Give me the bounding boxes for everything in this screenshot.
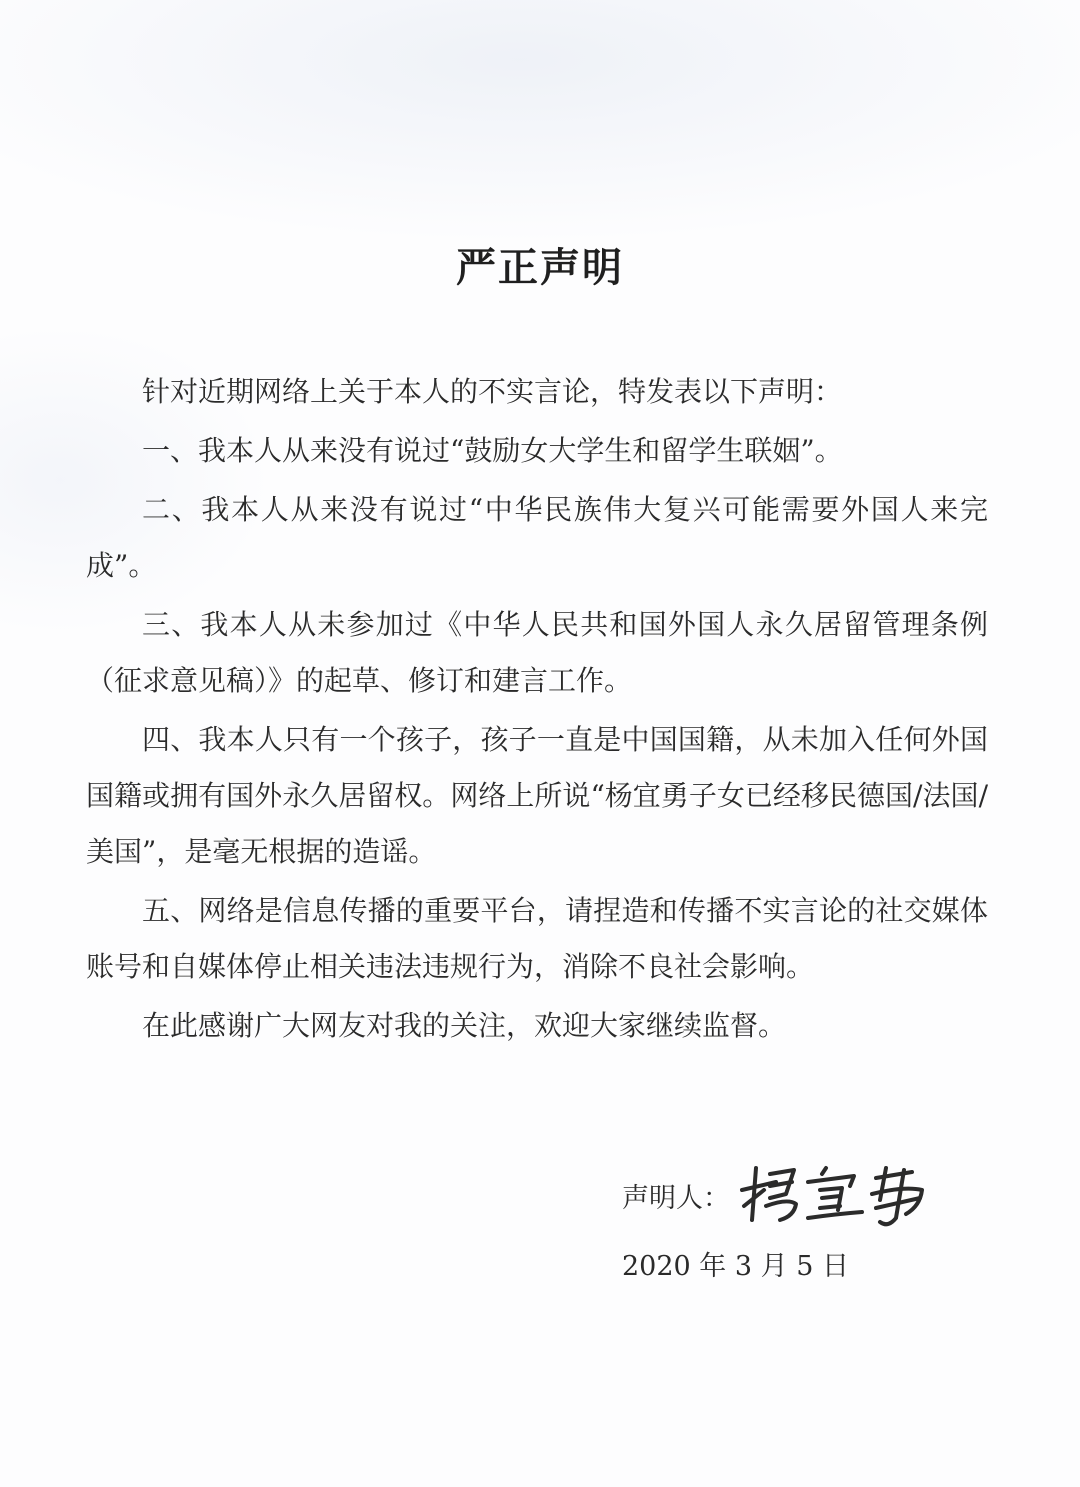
clause-1-paragraph: 一、我本人从来没有说过“鼓励女大学生和留学生联姻”。 [142, 434, 843, 467]
statement-date: 2020 年 3 月 5 日 [622, 1251, 849, 1282]
document-title: 严正声明 [456, 245, 624, 291]
clause-4-paragraph: 四、我本人只有一个孩子，孩子一直是中国国籍，从未加入任何外国国籍或拥有国外永久居留权。网络上所说“杨宜勇子女已经移民德国/法国/美国”，是毫无根据的造谣。 [86, 723, 988, 868]
handwritten-signature [736, 1160, 936, 1230]
statement-body [86, 364, 988, 1057]
signature-block [622, 1160, 936, 1230]
closing-paragraph: 在此感谢广大网友对我的关注，欢迎大家继续监督。 [142, 1009, 787, 1042]
signer-label: 声明人： [622, 1182, 730, 1214]
intro-paragraph: 针对近期网络上关于本人的不实言论，特发表以下声明： [142, 375, 843, 408]
clause-3-paragraph: 三、我本人从未参加过《中华人民共和国外国人永久居留管理条例（征求意见稿）》的起草、修订和建言工作。 [86, 608, 988, 697]
clause-2-paragraph: 二、我本人从来没有说过“中华民族伟大复兴可能需要外国人来完成”。 [86, 493, 988, 582]
clause-5-paragraph: 五、网络是信息传播的重要平台，请捏造和传播不实言论的社交媒体账号和自媒体停止相关违法违规行为，消除不良社会影响。 [86, 894, 988, 983]
